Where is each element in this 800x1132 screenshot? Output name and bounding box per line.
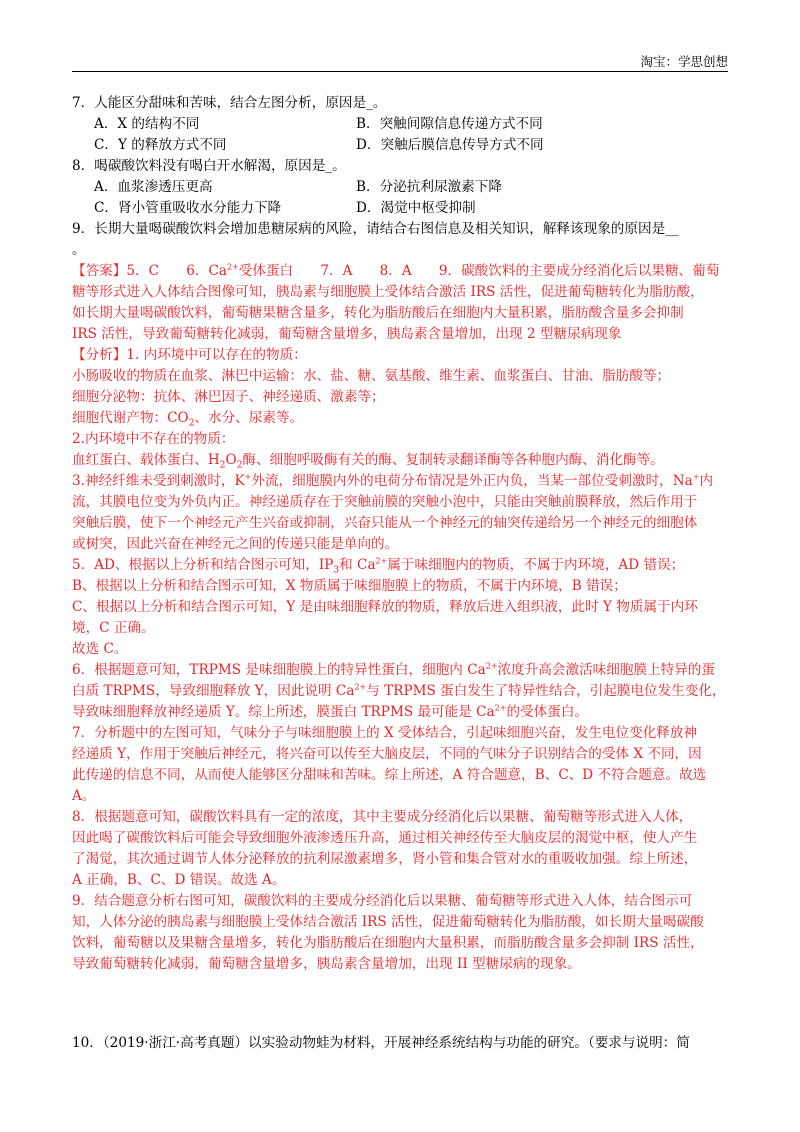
explain-8-line3: 了渴觉，其次通过调节人体分泌释放的抗利尿激素增多，肾小管和集合管对水的重吸收加强。综上所述， (72, 851, 698, 867)
explain-9-line3: 饮料，葡萄糖以及果糖含量增多，转化为脂肪酸后在细胞内大量积累，而脂肪酸含量多会抑制 IRS 活性， (72, 935, 704, 951)
q7-stem: 7．人能区分甜味和苦味，结合左图分析，原因是_。 (72, 95, 387, 111)
q8-option-c: C．肾小管重吸收水分能力下降 (94, 200, 282, 216)
answer-line3: 如长期大量喝碳酸饮料，葡萄糖果糖含量多，转化为脂肪酸后在细胞内大量积累，脂肪酸含量多会抑制 (72, 305, 684, 321)
explain-8-line2: 因此喝了碳酸饮料后可能会导致细胞外液渗透压升高，通过相关神经传至大脑皮层的渴觉中枢，使人产生 (72, 830, 698, 846)
page-header: 淘宝：学思创想 (640, 54, 728, 69)
explain-7-line3: 此传递的信息不同，从而使人能够区分甜味和苦味。综上所述，A 符合题意，B、C、D 不符合题意。故选 (72, 767, 707, 783)
analysis-p3-line3: 突触后膜，使下一个神经元产生兴奋或抑制，兴奋只能从一个神经元的轴突传递给另一个神经元的细胞体 (72, 515, 698, 531)
q8-option-d: D．渴觉中枢受抑制 (356, 200, 476, 216)
q7-options (72, 114, 732, 156)
q8-option-b: B．分泌抗利尿激素下降 (356, 179, 502, 195)
header-rule (72, 71, 728, 72)
q7-option-d: D．突触后膜信息传导方式不同 (356, 137, 544, 153)
q10-stem: 10．（2019·浙江·高考真题）以实验动物蛙为材料，开展神经系统结构与功能的研究。（要求与说明：简 (72, 1034, 690, 1051)
q9-stem-line1: 9．长期大量喝碳酸饮料会增加患糖尿病的风险，请结合右图信息及相关知识，解释该现象的原因是__ (72, 221, 679, 237)
explain-8-line4: A 正确，B、C、D 错误。故选 A。 (72, 872, 286, 888)
explain-6-line3: 导致味细胞释放神经递质 Y。综上所述，膜蛋白 TRPMS 最可能是 $Ca^{2+}$的受体蛋白。 (72, 703, 589, 720)
explain-9-line4: 导致葡萄糖转化减弱，葡萄糖含量增多，胰岛素含量增加，出现 II 型糖尿病的现象。 (72, 956, 581, 972)
explain-5-line5: 故选 C。 (72, 641, 128, 657)
analysis-p1-line4: 细胞代谢产物：$CO_2$、水分、尿素等。 (72, 410, 304, 429)
q8-stem: 8．喝碳酸饮料没有喝白开水解渴，原因是_。 (72, 158, 346, 174)
q7-option-c: C．Y 的释放方式不同 (94, 137, 227, 153)
analysis-p1-line2: 小肠吸收的物质在血浆、淋巴中运输：水、盐、糖、氨基酸、维生素、血浆蛋白、甘油、脂肪酸等； (72, 368, 671, 384)
analysis-p3-line4: 或树突，因此兴奋在神经元之间的传递只能是单向的。 (72, 536, 399, 552)
analysis-p2-line2: 血红蛋白、载体蛋白、$H_2O_2$酶、细胞呼吸酶有关的酶、复制转录翻译酶等各种胞内酶、消化酶等。 (72, 452, 664, 471)
page-content (72, 93, 732, 975)
analysis-p3-line1: 3.神经纤维未受到刺激时，K+外流，细胞膜内外的电荷分布情况是外正内负，当某一部位受刺激时，Na+内 (72, 472, 714, 489)
explain-9-line1: 9．结合题意分析右图可知，碳酸饮料的主要成分经消化后以果糖、葡萄糖等形式进入人体，结合图示可 (72, 893, 693, 909)
q7-option-a: A．X 的结构不同 (94, 116, 200, 132)
q9-stem-line2: 。 (72, 242, 86, 258)
explain-5-line2: B、根据以上分析和结合图示可知，X 物质属于味细胞膜上的物质，不属于内环境，B 错误； (72, 578, 627, 594)
explain-6-line2: 白质 TRPMS，导致细胞释放 Y，因此说明 $Ca^{2+}$与 TRPMS 蛋白发生了特异性结合，引起膜电位发生变化， (72, 682, 726, 699)
explain-5-line4: 境，C 正确。 (72, 620, 155, 636)
q8-option-a: A．血浆渗透压更高 (94, 179, 213, 195)
explain-6-line1: 6．根据题意可知，TRPMS 是味细胞膜上的特异性蛋白，细胞内 $Ca^{2+}$浓度升高会激活味细胞膜上特异的蛋 (72, 661, 716, 678)
q7-option-b: B．突触间隙信息传递方式不同 (356, 116, 543, 132)
answer-line4: IRS 活性，导致葡萄糖转化减弱，葡萄糖含量增多，胰岛素含量增加，出现 2 型糖尿病现象 (72, 326, 622, 342)
explain-7-line2: 经递质 Y，作用于突触后神经元，将兴奋可以传至大脑皮层，不同的气味分子识别结合的受体 X 不同，因 (72, 746, 702, 762)
answer-line1: 【答案】5．C 6．$Ca^{2+}$受体蛋白 7．A 8．A 9．碳酸饮料的主要成分经消化后以果糖、葡萄 (72, 262, 720, 279)
explain-5-line1: 5．AD、根据以上分析和结合图示可知，$IP_3$和 $Ca^{2+}$属于味细胞内的物质，不属于内环境，AD 错误； (72, 556, 685, 576)
explain-8-line1: 8．根据题意可知，碳酸饮料具有一定的浓度，其中主要成分经消化后以果糖、葡萄糖等形式进入人体， (72, 809, 693, 825)
analysis-p1-line3: 细胞分泌物：抗体、淋巴因子、神经递质、激素等； (72, 389, 385, 405)
analysis-p3-line2: 流，其膜电位变为外负内正。神经递质存在于突触前膜的突触小泡中，只能由突触前膜释放，然后作用于 (72, 494, 698, 510)
explain-7-line1: 7．分析题中的左图可知，气味分子与味细胞膜上的 X 受体结合，引起味细胞兴奋，发生电位变化释放神 (72, 725, 698, 741)
explain-7-line4: A。 (72, 788, 96, 804)
explain-5-line3: C、根据以上分析和结合图示可知，Y 是由味细胞释放的物质，释放后进入组织液，此时 Y 物质属于内环 (72, 599, 698, 615)
explain-9-line2: 知，人体分泌的胰岛素与细胞膜上受体结合激活 IRS 活性，促进葡萄糖转化为脂肪酸，如长期大量喝碳酸 (72, 914, 704, 930)
analysis-p2-line1: 2.内环境中不存在的物质： (72, 431, 235, 447)
q8-options (72, 177, 732, 219)
answer-line2: 糖等形式进入人体结合图像可知，胰岛素与细胞膜上受体结合激活 IRS 活性，促进葡萄糖转化为脂肪酸， (72, 284, 704, 300)
analysis-label: 【分析】1. 内环境中可以存在的物质： (72, 347, 307, 363)
